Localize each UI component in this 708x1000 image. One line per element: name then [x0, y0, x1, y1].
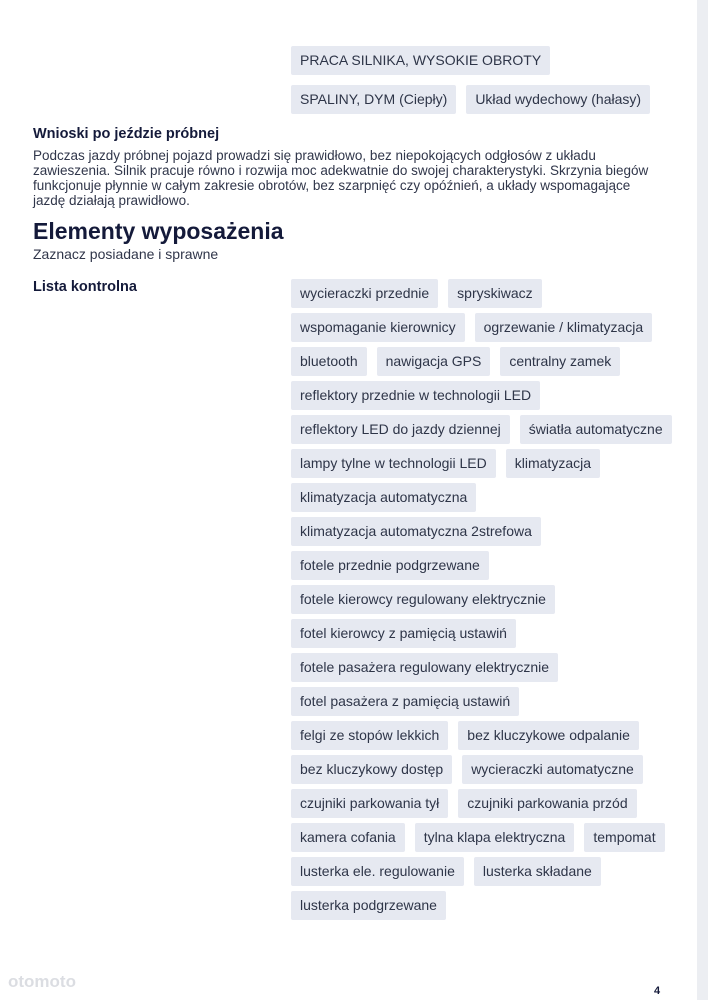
chip-equipment-item[interactable]: wycieraczki przednie — [291, 279, 438, 308]
engine-check-chips — [291, 46, 686, 114]
chip-equipment-item[interactable]: tempomat — [584, 823, 664, 852]
chip-equipment-item[interactable]: ogrzewanie / klimatyzacja — [475, 313, 653, 342]
chip-equipment-item[interactable]: nawigacja GPS — [377, 347, 491, 376]
chip-equipment-item[interactable]: lusterka podgrzewane — [291, 891, 446, 920]
equipment-checklist — [291, 279, 686, 920]
chip-equipment-item[interactable]: lampy tylne w technologii LED — [291, 449, 496, 478]
chip-equipment-item[interactable]: reflektory przednie w technologii LED — [291, 381, 540, 410]
chip-equipment-item[interactable]: fotele przednie podgrzewane — [291, 551, 489, 580]
checklist-label: Lista kontrolna — [33, 279, 137, 295]
chip-equipment-item[interactable]: felgi ze stopów lekkich — [291, 721, 448, 750]
chip-equipment-item[interactable]: kamera cofania — [291, 823, 405, 852]
chip-exhaust-smoke[interactable]: SPALINY, DYM (Ciepły) — [291, 85, 456, 114]
chip-equipment-item[interactable]: bez kluczykowy dostęp — [291, 755, 452, 784]
chip-equipment-item[interactable]: lusterka ele. regulowanie — [291, 857, 464, 886]
chip-equipment-item[interactable]: lusterka składane — [474, 857, 601, 886]
test-drive-text: Podczas jazdy próbnej pojazd prowadzi się prawidłowo, bez niepokojących odgłosów z układu zawieszenia. Silnik pracuje równo i rozwija moc adekwatnie do swojej charakterystyki. Skrzynia biegów funkcjonuje płynnie w całym zakresie obrotów, bez szarpnięć czy opóźnień, a układy wspomagające jazdę działają prawidłowo. — [33, 148, 649, 208]
watermark-text: otomoto — [8, 972, 76, 991]
chip-equipment-item[interactable]: reflektory LED do jazdy dziennej — [291, 415, 510, 444]
chip-equipment-item[interactable]: fotel pasażera z pamięcią ustawiń — [291, 687, 519, 716]
chip-equipment-item[interactable]: wspomaganie kierownicy — [291, 313, 465, 342]
chip-equipment-item[interactable]: fotele pasażera regulowany elektrycznie — [291, 653, 558, 682]
chip-engine-high-rpm[interactable]: PRACA SILNIKA, WYSOKIE OBROTY — [291, 46, 550, 75]
chip-equipment-item[interactable]: klimatyzacja — [506, 449, 600, 478]
equipment-subtitle: Zaznacz posiadane i sprawne — [33, 246, 219, 262]
chip-equipment-item[interactable]: bez kluczykowe odpalanie — [458, 721, 639, 750]
chip-equipment-item[interactable]: światła automatyczne — [520, 415, 672, 444]
chip-equipment-item[interactable]: klimatyzacja automatyczna — [291, 483, 476, 512]
chip-equipment-item[interactable]: czujniki parkowania tył — [291, 789, 448, 818]
page-edge — [697, 0, 708, 1000]
chip-equipment-item[interactable]: czujniki parkowania przód — [458, 789, 636, 818]
chip-equipment-item[interactable]: spryskiwacz — [448, 279, 541, 308]
equipment-title: Elementy wyposażenia — [33, 218, 284, 244]
chip-equipment-item[interactable]: klimatyzacja automatyczna 2strefowa — [291, 517, 541, 546]
chip-equipment-item[interactable]: centralny zamek — [500, 347, 620, 376]
chip-equipment-item[interactable]: fotele kierowcy regulowany elektrycznie — [291, 585, 555, 614]
watermark-logo — [6, 970, 124, 992]
test-drive-heading: Wnioski po jeździe próbnej — [33, 126, 220, 142]
chip-equipment-item[interactable]: tylna klapa elektryczna — [415, 823, 575, 852]
chip-equipment-item[interactable]: wycieraczki automatyczne — [462, 755, 643, 784]
chip-equipment-item[interactable]: bluetooth — [291, 347, 367, 376]
page-number: 4 — [654, 985, 661, 997]
chip-equipment-item[interactable]: fotel kierowcy z pamięcią ustawiń — [291, 619, 516, 648]
chip-exhaust-system-noise[interactable]: Układ wydechowy (hałasy) — [466, 85, 650, 114]
